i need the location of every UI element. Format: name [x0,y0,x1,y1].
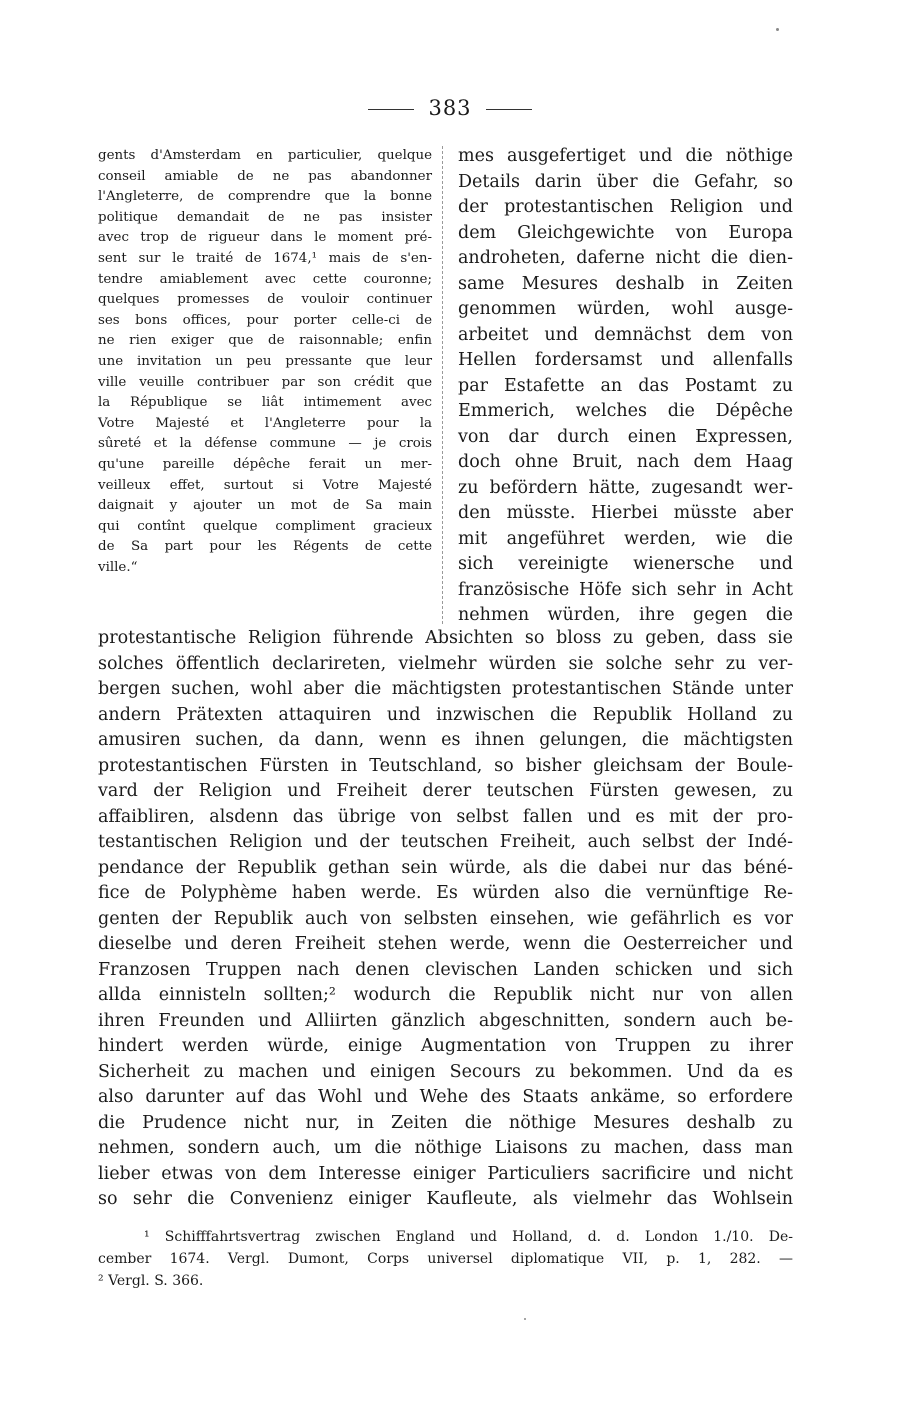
text-line: la République se liât intimement avec [98,395,432,411]
text-line: Hellen fordersamst und allenfalls [458,350,793,370]
text-line: nehmen, sondern auch, um die nöthige Liaisons zu machen, dass man [98,1138,793,1158]
text-line: Details darin über die Gefahr, so [458,171,793,192]
text-line: de Sa part pour les Régents de cette [98,539,432,555]
text-line: den müsste. Hierbei müsste aber [458,503,793,523]
text-line: Sicherheit zu machen und einigen Secours zu bekommen. Und da es [98,1061,793,1082]
text-line: zu befördern hätte, zugesandt wer- [458,477,793,498]
text-line: androheten, daferne nicht die dien- [458,248,793,268]
text-line: ses bons offices, pour porter celle-ci de [98,312,432,328]
footnote-line: cember 1674. Vergl. Dumont, Corps universel diplomatique VII, p. 1, 282. — [98,1251,793,1267]
text-line: pendance der Republik gethan sein würde, als die dabei nur das béné- [98,857,793,878]
text-line: nehmen würden, ihre gegen die [458,605,793,625]
text-line: ville.“ [98,559,138,575]
text-line: affaibliren, alsdenn das übrige von selbst fallen und es mit der pro- [98,806,793,827]
text-line: protestantischen Fürsten in Teutschland, so bisher gleichsam der Boule- [98,755,793,776]
text-line: sûreté et la défense commune — je crois [98,436,432,452]
text-line: von dar durch einen Expressen, [458,426,793,447]
text-line: l'Angleterre, de comprendre que la bonne [98,189,432,205]
text-line: mit angeführet werden, wie die [458,528,793,549]
text-line: qui contînt quelque compliment gracieux [98,518,432,534]
text-line: protestantische Religion führende Absichten so bloss zu geben, dass sie [98,628,793,648]
text-line: Votre Majesté et l'Angleterre pour la [98,415,432,431]
text-line: ihren Freunden und Alliirten gänzlich abgeschnitten, sondern auch be- [98,1010,793,1031]
text-line: mes ausgefertiget und die nöthige [458,146,793,166]
text-line: Franzosen Truppen nach denen clevischen Landen schicken und sich [98,959,793,980]
scan-speck [776,28,779,31]
text-line: genten der Republik auch von selbsten einsehen, wie gefährlich es vor [98,908,793,929]
text-line: hindert werden würde, einige Augmentation von Truppen zu ihrer [98,1036,793,1056]
text-line: fice de Polyphème haben werde. Es würden also die vernünftige Re- [98,883,793,903]
text-line: daignait y ajouter un mot de Sa main [98,498,432,514]
text-line: quelques promesses de vouloir continuer [98,292,432,308]
text-line: une invitation un peu pressante que leur [98,353,432,369]
text-line: veilleux effet, surtout si Votre Majesté [98,477,432,493]
text-line: also darunter auf das Wohl und Wehe des Staats ankäme, so erfordere [98,1087,793,1107]
text-line: politique demandait de ne pas insister [98,209,432,225]
text-line: sent sur le traité de 1674,¹ mais de s'en- [98,250,432,266]
header-rule-left [368,109,414,110]
text-line: ville veuille contribuer par son crédit que [98,374,432,390]
text-line: die Prudence nicht nur, in Zeiten die nöthige Mesures deshalb zu [98,1112,793,1133]
footnote-line: ¹ Schifffahrtsvertrag zwischen England und Holland, d. d. London 1./10. De- [144,1229,793,1245]
text-line: allda einnisteln sollten;² wodurch die Republik nicht nur von allen [98,985,793,1005]
right-column-text [458,144,793,629]
text-line: Emmerich, welches die Dépêche [458,401,793,421]
text-line: andern Prätexten attaquiren und inzwischen die Republik Holland zu [98,704,793,725]
text-line: vard der Religion und Freiheit derer teutschen Fürsten gewesen, zu [98,781,793,801]
text-line: sich vereinigte wienersche und [458,554,793,574]
page-number: 383 [428,96,472,120]
text-line: dieselbe und deren Freiheit stehen werde, wenn die Oesterreicher und [98,934,793,954]
text-line: qu'une pareille dépêche ferait un mer- [98,456,432,472]
footnote-line: ² Vergl. S. 366. [98,1273,204,1289]
left-column-french-quote [98,146,432,578]
header-rule-right [486,109,532,110]
text-line: lieber etwas von dem Interesse einiger Particuliers sacrificire und nicht [98,1163,793,1184]
text-line: gents d'Amsterdam en particulier, quelque [98,148,432,163]
text-line: doch ohne Bruit, nach dem Haag [458,452,793,472]
text-line: französische Höfe sich sehr in Acht [458,579,793,600]
column-divider [442,146,443,624]
text-line: same Mesures deshalb in Zeiten [458,273,793,294]
text-line: so sehr die Convenienz einiger Kaufleute, als vielmehr das Wohlsein [98,1189,793,1209]
page-number-header [0,96,900,120]
text-line: avec trop de rigueur dans le moment pré- [98,230,432,246]
text-line: amusiren suchen, da dann, wenn es ihnen gelungen, die mächtigsten [98,730,793,750]
text-line: arbeitet und demnächst dem von [458,324,793,345]
text-line: solches öffentlich declarireten, vielmehr würden sie solche sehr zu ver- [98,653,793,674]
text-line: dem Gleichgewichte von Europa [458,222,793,243]
scan-speck [524,1318,526,1320]
text-line: der protestantischen Religion und [458,197,793,217]
text-line: tendre amiablement avec cette couronne; [98,271,432,287]
text-line: ne rien exiger que de raisonnable; enfin [98,333,432,349]
footnotes [98,1226,793,1292]
text-line: genommen würden, wohl ausge- [458,299,793,319]
text-line: conseil amiable de ne pas abandonner [98,168,432,184]
text-line: bergen suchen, wohl aber die mächtigsten protestantischen Stände unter [98,679,793,699]
text-line: par Estafette an das Postamt zu [458,375,793,396]
text-line: testantischen Religion und der teutschen Freiheit, auch selbst der Indé- [98,832,793,852]
main-text-full-width [98,626,793,1213]
